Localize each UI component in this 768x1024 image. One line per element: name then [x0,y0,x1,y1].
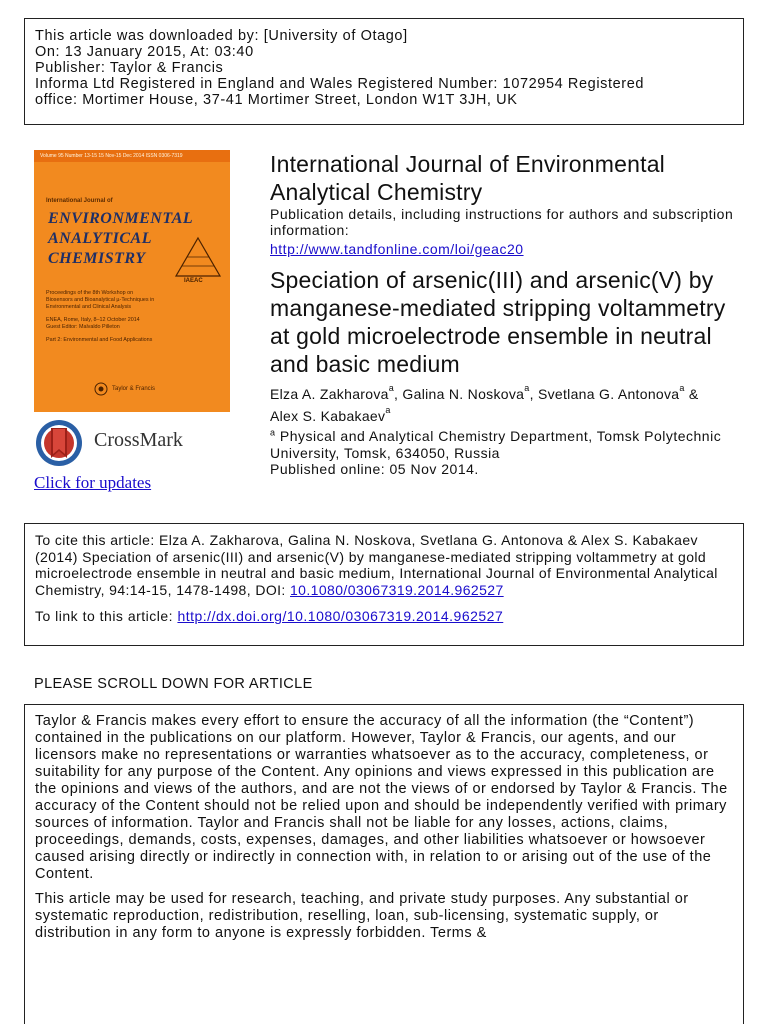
publisher-logo-icon [94,382,108,396]
author-separator: , [529,386,538,402]
download-line: On: 13 January 2015, At: 03:40 [35,44,254,60]
cover-title-line: ANALYTICAL [48,230,152,247]
author-name: Svetlana G. Antonova [537,386,680,402]
cover-badge: IAEAC [184,278,203,284]
disclaimer-paragraph: This article may be used for research, teaching, and private study purposes. Any substantial or systematic reproduction, redistribution, reselling, loan, sub-licensing, systematic supply, or distribution in any form to anyone is expressly forbidden. Terms & [35,891,689,941]
disclaimer-box [24,704,744,1024]
cover-title-line: CHEMISTRY [48,250,146,267]
doi-link[interactable]: 10.1080/03067319.2014.962527 [290,581,504,598]
author-affiliation-mark: a [524,383,530,394]
journal-title: International Journal of Environmental Analytical Chemistry [270,151,665,205]
click-for-updates-link[interactable]: Click for updates [34,473,152,492]
crossmark-label: CrossMark [94,429,183,451]
cover-kicker: International Journal of [46,198,113,204]
published-date: Published online: 05 Nov 2014. [270,461,479,477]
citation-box [24,523,744,646]
download-line: Informa Ltd Registered in England and Wales Registered Number: 1072954 Registered [35,76,645,92]
author-name: Alex S. Kabakaev [270,408,386,424]
affiliation-mark: a [270,427,276,438]
author-affiliation-mark: a [388,383,395,394]
article-title: Speciation of arsenic(III) and arsenic(V) by manganese-mediated stripping voltammetry at gold microelectrode ensemble in neutral and basic medium [270,267,726,377]
author-separator: & [684,386,699,402]
disclaimer-paragraph: Taylor & Francis makes every effort to ensure the accuracy of all the information (the “Content”) contained in the publications on our platform. However, Taylor & Francis, our agents, and our licensors make no representations or warranties whatsoever as to the accuracy, completeness, or suitability for any purpose of the Content. Any opinions and views expressed in this publication are the opinions and views of the authors, and are not the views of or endorsed by Taylor & Francis. The accuracy of the Content should not be relied upon and should be independently verified with primary sources of information. Taylor and Francis shall not be liable for any losses, actions, claims, proceedings, demands, costs, expenses, damages, and other liabilities whatsoever or howsoever caused arising directly or indirectly in connection with, in relation to or arising out of the use of the Content. [35,713,728,882]
journal-link[interactable]: http://www.tandfonline.com/loi/geac20 [270,241,524,257]
journal-cover-image [34,150,230,412]
article-link-label: To link to this article: [35,608,178,624]
author-name: Elza A. Zakharova [270,386,389,402]
scroll-notice: PLEASE SCROLL DOWN FOR ARTICLE [34,676,313,692]
cover-top-strip: Volume 95 Number 13-15 15 Nov-15 Dec 2014 ISSN 0306-7319 [34,150,230,162]
download-line: office: Mortimer House, 37-41 Mortimer Street, London W1T 3JH, UK [35,92,518,108]
cover-pyramid-icon [174,236,222,280]
cover-publisher-logo: Taylor & Francis [94,382,155,396]
author-name: Galina N. Noskova [402,386,525,402]
author-separator: , [394,386,403,402]
download-line: This article was downloaded by: [University of Otago] [35,28,408,44]
download-info-box [24,18,744,125]
crossmark-badge[interactable] [34,418,194,468]
author-list [270,383,750,427]
article-doi-url-link[interactable]: http://dx.doi.org/10.1080/03067319.2014.962527 [177,608,504,624]
cover-title-line: ENVIRONMENTAL [48,210,194,227]
author-affiliation-mark: a [385,405,391,416]
affiliation-block [270,428,750,478]
article-link-row [35,608,733,624]
author-affiliation-mark: a [679,383,685,394]
crossmark-icon [34,418,84,468]
citation-text: To cite this article: Elza A. Zakharova, Galina N. Noskova, Svetlana G. Antonova & Alex S. Kabakaev (2014) Speciation of arsenic(III) and arsenic(V) by manganese-mediated stripping voltammetry at gold microelectrode ensemble in neutral and basic medium, International Journal of Environmental Analytical Chemistry, 94:14-15, 1478-1498, DOI: 10.1080/03067319.2014.962527 [35,532,718,598]
publication-details: Publication details, including instructions for authors and subscription information: [270,206,734,238]
download-line: Publisher: Taylor & Francis [35,60,224,76]
cover-body: Proceedings of the 8th Workshop on Biosensors and Bioanalytical µ-Techniques in Environmental and Clinical Analysis ENEA, Rome, Italy, 8–12 October 2014 Guest Editor: Malvaldo Pilleton Part 2: Environmental and Food Applications [46,290,155,343]
affiliation-text: Physical and Analytical Chemistry Department, Tomsk Polytechnic University, Tomsk, 634050, Russia [270,428,722,461]
